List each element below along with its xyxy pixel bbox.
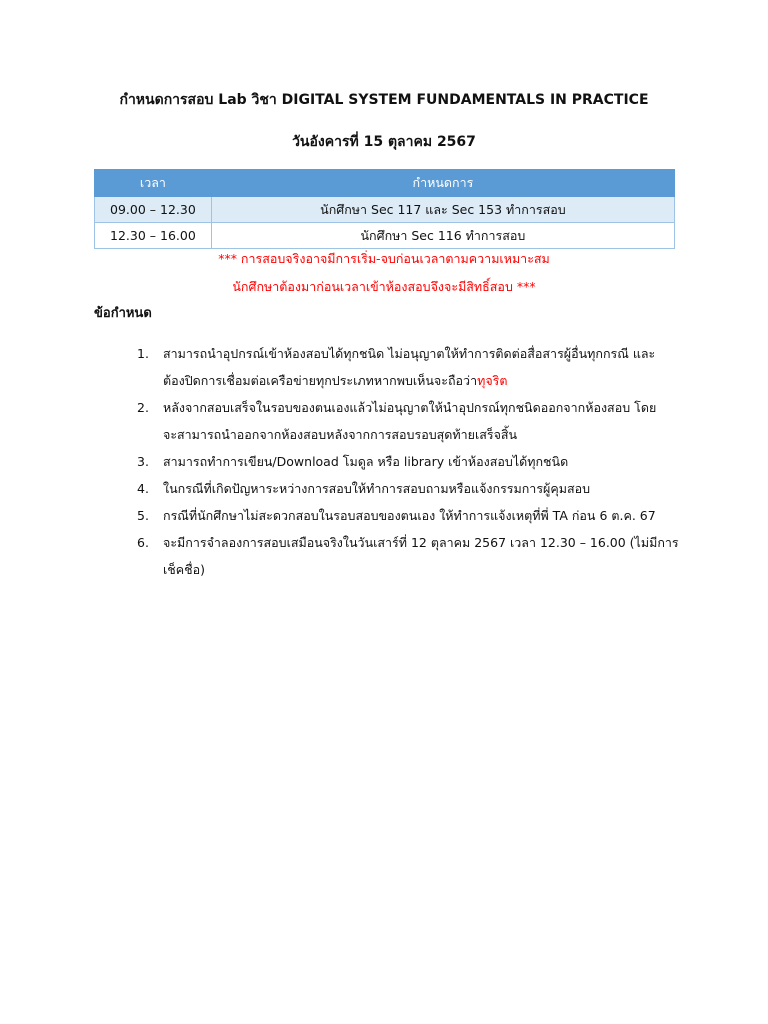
list-item: [130, 529, 680, 583]
item-text: สามารถนำอุปกรณ์เข้าห้องสอบได้ทุกชนิด ไม่อนุญาตให้ทำการติดต่อสื่อสารผู้อื่นทุกกรณี และ: [163, 346, 656, 361]
item-number: 1.: [137, 346, 149, 361]
item-number: 3.: [137, 454, 149, 469]
item-text: เช็คชื่อ): [163, 562, 205, 577]
header-schedule: กำหนดการ: [211, 170, 674, 197]
item-text: สามารถทำการเขียน/Download โมดูล หรือ library เข้าห้องสอบได้ทุกชนิด: [163, 454, 569, 469]
list-item: [130, 475, 680, 502]
list-item: [130, 502, 680, 529]
list-item: [130, 448, 680, 475]
schedule-table: [94, 169, 675, 249]
rules-heading: ข้อกำหนด: [94, 306, 152, 321]
cheating-emphasis: ทุจริต: [477, 373, 508, 388]
item-number: 5.: [137, 508, 149, 523]
cell-time: 12.30 – 16.00: [95, 223, 212, 249]
item-text: ต้องปิดการเชื่อมต่อเครือข่ายทุกประเภทหากพบเห็นจะถือว่า: [163, 373, 478, 388]
cell-task: นักศึกษา Sec 116 ทำการสอบ: [211, 223, 674, 249]
item-text: ในกรณีที่เกิดปัญหาระหว่างการสอบให้ทำการสอบถามหรือแจ้งกรรมการผู้คุมสอบ: [163, 481, 591, 496]
rules-list: [130, 340, 680, 583]
cell-time: 09.00 – 12.30: [95, 197, 212, 223]
exam-date: วันอังคารที่ 15 ตุลาคม 2567: [292, 134, 476, 150]
cell-task: นักศึกษา Sec 117 และ Sec 153 ทำการสอบ: [211, 197, 674, 223]
item-text: จะมีการจำลองการสอบเสมือนจริงในวันเสาร์ที่ 12 ตุลาคม 2567 เวลา 12.30 – 16.00 (ไม่มีการ: [163, 535, 679, 550]
header-time: เวลา: [95, 170, 212, 197]
table-header-row: [95, 170, 675, 197]
item-number: 6.: [137, 535, 149, 550]
table-row: [95, 223, 675, 249]
warning-note: *** การสอบจริงอาจมีการเริ่ม-จบก่อนเวลาตามความเหมาะสม: [218, 251, 550, 266]
item-text: หลังจากสอบเสร็จในรอบของตนเองแล้วไม่อนุญาตให้นำอุปกรณ์ทุกชนิดออกจากห้องสอบ โดย: [163, 400, 657, 415]
document-title: กำหนดการสอบ Lab วิชา DIGITAL SYSTEM FUNDAMENTALS IN PRACTICE: [119, 92, 649, 108]
item-number: 2.: [137, 400, 149, 415]
list-item: [130, 340, 680, 394]
warning-note: นักศึกษาต้องมาก่อนเวลาเข้าห้องสอบจึงจะมีสิทธิ์สอบ ***: [232, 279, 536, 294]
table-row: [95, 197, 675, 223]
item-text: กรณีที่นักศึกษาไม่สะดวกสอบในรอบสอบของตนเอง ให้ทำการแจ้งเหตุที่พี่ TA ก่อน 6 ต.ค. 67: [163, 508, 656, 523]
item-number: 4.: [137, 481, 149, 496]
item-text: จะสามารถนำออกจากห้องสอบหลังจากการสอบรอบสุดท้ายเสร็จสิ้น: [163, 427, 518, 442]
list-item: [130, 394, 680, 448]
